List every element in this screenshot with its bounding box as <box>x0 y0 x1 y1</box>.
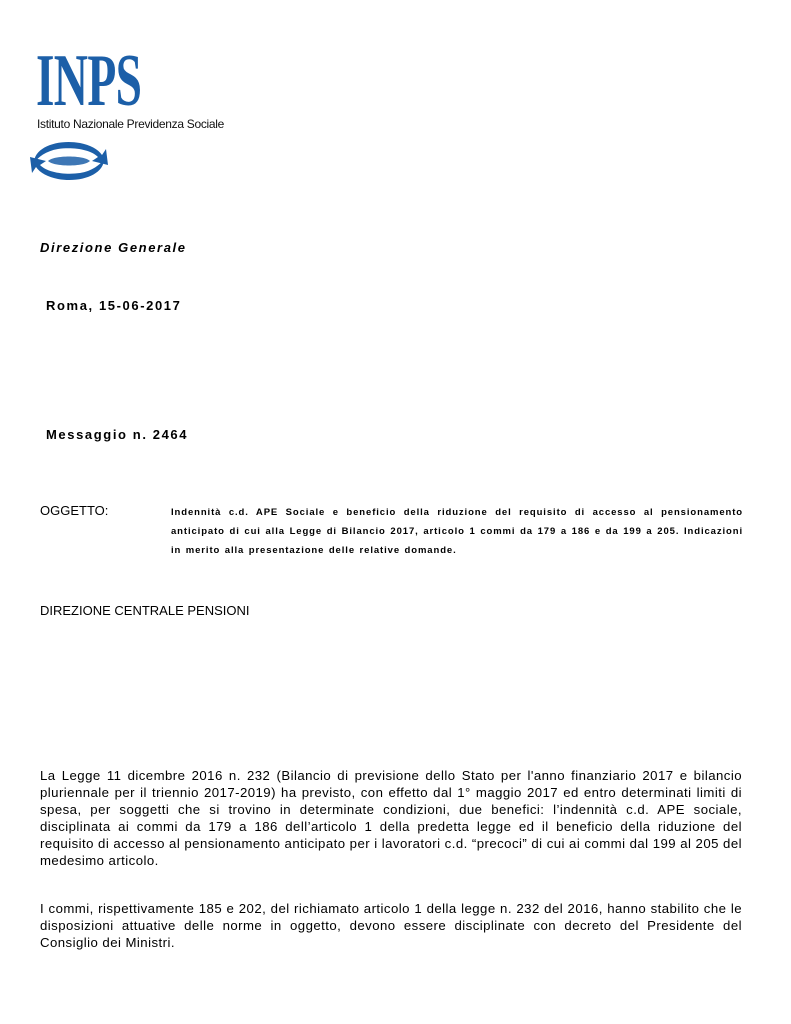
department-heading: Direzione Generale <box>40 240 187 255</box>
document-date: Roma, 15-06-2017 <box>46 298 182 313</box>
subject-label: OGGETTO: <box>40 503 109 518</box>
body-paragraph: La Legge 11 dicembre 2016 n. 232 (Bilancio di previsione dello Stato per l'anno finanziario 2017 e bilancio pluriennale per il triennio 2017-2019) ha previsto, con effetto dal 1° maggio 2017 ed entro determinati limiti di spesa, per soggetti che si trovino in determinate condizioni, due benefici: l’indennità c.d. APE sociale, disciplinata ai commi da 179 a 186 dell’articolo 1 della predetta legge ed il beneficio della riduzione del requisito di accesso al pensionamento anticipato per i lavoratori c.d. “precoci” di cui ai commi dal 199 al 205 del medesimo articolo. <box>40 768 742 868</box>
sender-department: DIREZIONE CENTRALE PENSIONI <box>40 603 250 618</box>
message-number: Messaggio n. 2464 <box>46 427 189 442</box>
logo-subtitle: Istituto Nazionale Previdenza Sociale <box>37 117 225 131</box>
body-paragraph: I commi, rispettivamente 185 e 202, del richiamato articolo 1 della legge n. 232 del 2016, hanno stabilito che le disposizioni attuative delle norme in oggetto, devono essere disciplinate con decreto del Presidente del Consiglio dei Ministri. <box>40 901 742 950</box>
subject-text: Indennità c.d. APE Sociale e beneficio della riduzione del requisito di accesso al pensionamento anticipato di cui alla Legge di Bilancio 2017, articolo 1 commi da 179 a 186 e da 199 a 205. Indicazioni in merito alla presentazione delle relative domande. <box>171 507 743 556</box>
arrows-circle-logo-icon <box>28 135 110 187</box>
inps-logo-wordmark: INPS <box>36 40 142 122</box>
